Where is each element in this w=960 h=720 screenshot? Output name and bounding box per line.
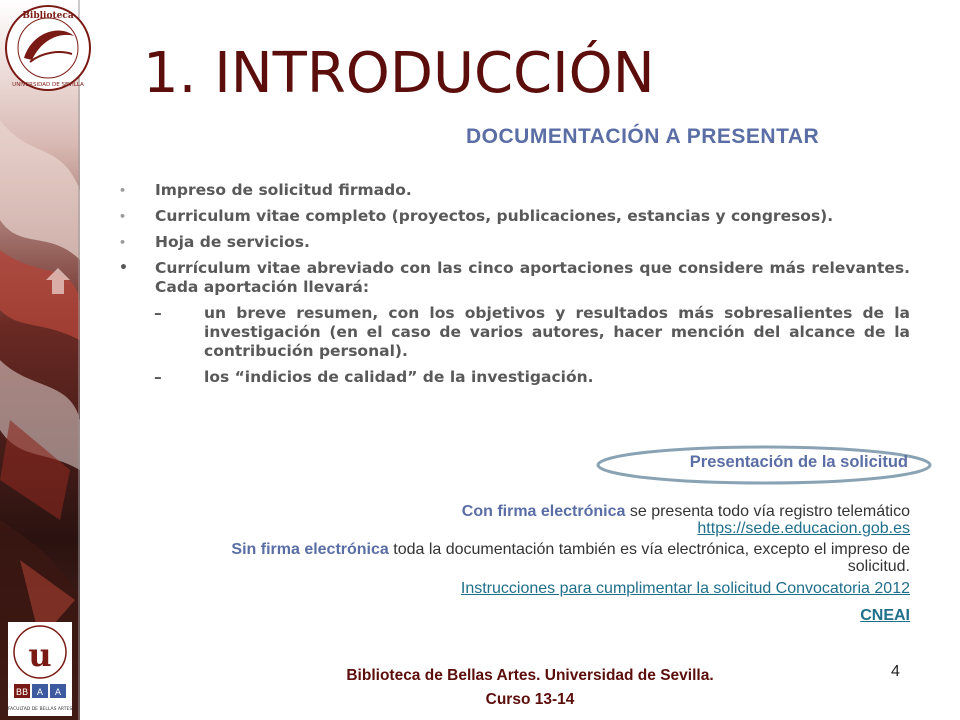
bullet-marker: • <box>119 184 127 197</box>
electronic-label: Con firma electrónica <box>461 503 626 520</box>
facultad-bellas-artes-logo <box>8 622 72 716</box>
bullet-marker: • <box>119 260 128 276</box>
bullet-list <box>118 181 910 394</box>
svg-text:UNIVERSIDAD DE SEVILLA: UNIVERSIDAD DE SEVILLA <box>12 82 84 88</box>
electronic-text: se presenta todo vía registro telemático <box>629 503 910 520</box>
footer-line: Curso 13-14 <box>485 691 575 708</box>
bullet-text: Impreso de solicitud firmado. <box>155 181 412 199</box>
sub-list-item <box>154 304 910 361</box>
footer <box>320 664 740 712</box>
svg-text:u: u <box>28 636 52 674</box>
list-item <box>118 181 910 200</box>
dash-marker: – <box>154 304 162 322</box>
list-item <box>118 259 910 297</box>
biblioteca-logo <box>2 2 94 94</box>
footer-line: Biblioteca de Bellas Artes. Universidad de Sevilla. <box>346 667 714 684</box>
svg-text:FACULTAD DE BELLAS ARTES: FACULTAD DE BELLAS ARTES <box>8 707 72 712</box>
bullet-text: Currículum vitae abreviado con las cinco aportaciones que considere más relevantes. Cada aportación llevará: <box>155 259 910 296</box>
dash-marker: – <box>154 368 162 386</box>
no-electronic-signature-block <box>170 541 910 575</box>
bullet-text: Curriculum vitae completo (proyectos, publicaciones, estancias y congresos). <box>155 207 834 225</box>
slide-title: 1. INTRODUCCIÓN <box>143 41 655 106</box>
bullet-text: Hoja de servicios. <box>155 233 310 251</box>
svg-text:BB: BB <box>15 688 29 698</box>
no-electronic-label: Sin firma electrónica <box>231 541 389 558</box>
sub-bullet-text: los “indicios de calidad” de la investigación. <box>204 368 594 386</box>
bullet-marker: • <box>119 210 127 223</box>
no-electronic-text: toda la documentación también es vía electrónica, excepto el impreso de solicitud. <box>393 541 910 575</box>
page-number: 4 <box>891 663 900 680</box>
cneai-link[interactable]: CNEAI <box>860 607 910 624</box>
bullet-marker: • <box>119 236 127 249</box>
list-item <box>118 207 910 226</box>
sub-bullet-text: un breve resumen, con los objetivos y resultados más sobresalientes de la investigación (en el caso de varios autores, hacer mención del alcance de la contribución personal). <box>204 304 910 360</box>
presentation-heading: Presentación de la solicitud <box>689 453 908 471</box>
instructions-link[interactable]: Instrucciones para cumplimentar la solicitud Convocatoria 2012 <box>460 580 910 597</box>
svg-text:A: A <box>36 688 44 698</box>
sub-list-item <box>154 368 910 387</box>
electronic-signature-block <box>462 503 910 537</box>
list-item <box>118 233 910 252</box>
svg-text:A: A <box>54 688 62 698</box>
sede-link[interactable]: https://sede.educacion.gob.es <box>697 520 910 537</box>
slide-subtitle: DOCUMENTACIÓN A PRESENTAR <box>466 125 820 148</box>
decorative-side-banner <box>0 0 80 720</box>
svg-text:Biblioteca: Biblioteca <box>22 11 74 21</box>
